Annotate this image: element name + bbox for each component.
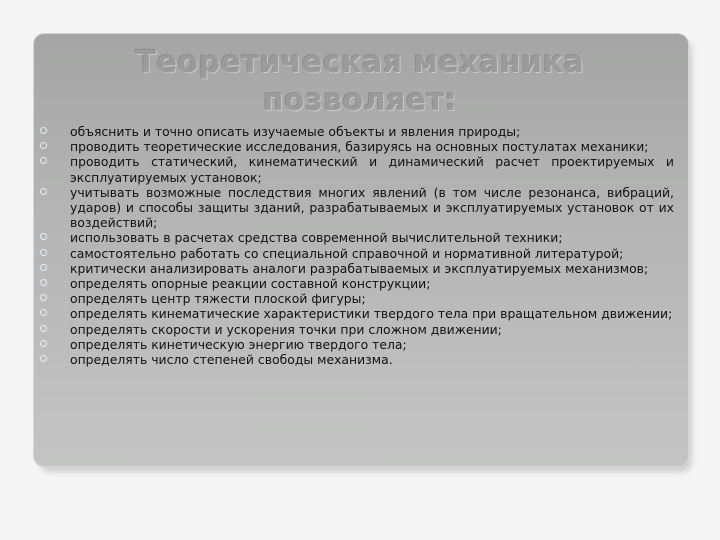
bullet-icon bbox=[40, 233, 47, 240]
slide-title-line-1: Теоретическая механика bbox=[135, 45, 585, 80]
bullet-icon bbox=[40, 157, 47, 164]
bullet-icon bbox=[40, 264, 47, 271]
list-item-text: проводить статический, кинематический и динамический расчет проектируемых и эксплуатируемых установок; bbox=[70, 154, 674, 185]
list-item-text: самостоятельно работать со специальной справочной и нормативной литературой; bbox=[70, 245, 624, 261]
bullet-icon bbox=[40, 294, 47, 301]
list-item bbox=[40, 185, 674, 231]
bullet-list bbox=[40, 124, 674, 367]
bullet-icon bbox=[40, 309, 47, 316]
list-item bbox=[40, 306, 674, 321]
list-item bbox=[40, 352, 674, 367]
bullet-icon bbox=[40, 127, 47, 134]
list-item bbox=[40, 139, 674, 154]
list-item bbox=[40, 322, 674, 337]
list-item-text: определять кинетическую энергию твердого тела; bbox=[70, 336, 407, 352]
bullet-icon bbox=[40, 340, 47, 347]
list-item-text: критически анализировать аналоги разрабатываемых и эксплуатируемых механизмов; bbox=[70, 260, 649, 276]
list-item-text: использовать в расчетах средства современной вычислительной техники; bbox=[70, 230, 563, 246]
list-item-text: определять опорные реакции составной конструкции; bbox=[70, 276, 431, 292]
list-item-text: учитывать возможные последствия многих явлений (в том числе резонанса, вибраций, ударов) и способы защиты зданий, разрабатываемых и эксплуатируемых установок от их воздействий; bbox=[70, 184, 674, 231]
bullet-icon bbox=[40, 325, 47, 332]
list-item bbox=[40, 291, 674, 306]
list-item bbox=[40, 154, 674, 184]
list-item-text: определять скорости и ускорения точки при сложном движении; bbox=[70, 321, 502, 337]
list-item-text: проводить теоретические исследования, базируясь на основных постулатах механики; bbox=[70, 139, 649, 155]
bullet-icon bbox=[40, 188, 47, 195]
bullet-icon bbox=[40, 355, 47, 362]
list-item bbox=[40, 230, 674, 245]
bullet-icon bbox=[40, 142, 47, 149]
list-item bbox=[40, 246, 674, 261]
slide-title-line-2: позволяет: bbox=[262, 83, 458, 118]
bullet-icon bbox=[40, 279, 47, 286]
list-item bbox=[40, 337, 674, 352]
slide-title bbox=[100, 44, 620, 120]
bullet-icon bbox=[40, 249, 47, 256]
list-item bbox=[40, 124, 674, 139]
list-item-text: определять число степеней свободы механизма. bbox=[70, 352, 393, 368]
list-item bbox=[40, 276, 674, 291]
list-item bbox=[40, 261, 674, 276]
list-item-text: определять кинематические характеристики твердого тела при вращательном движении; bbox=[70, 306, 673, 322]
list-item-text: объяснить и точно описать изучаемые объекты и явления природы; bbox=[70, 124, 521, 139]
list-item-text: определять центр тяжести плоской фигуры; bbox=[70, 291, 366, 307]
